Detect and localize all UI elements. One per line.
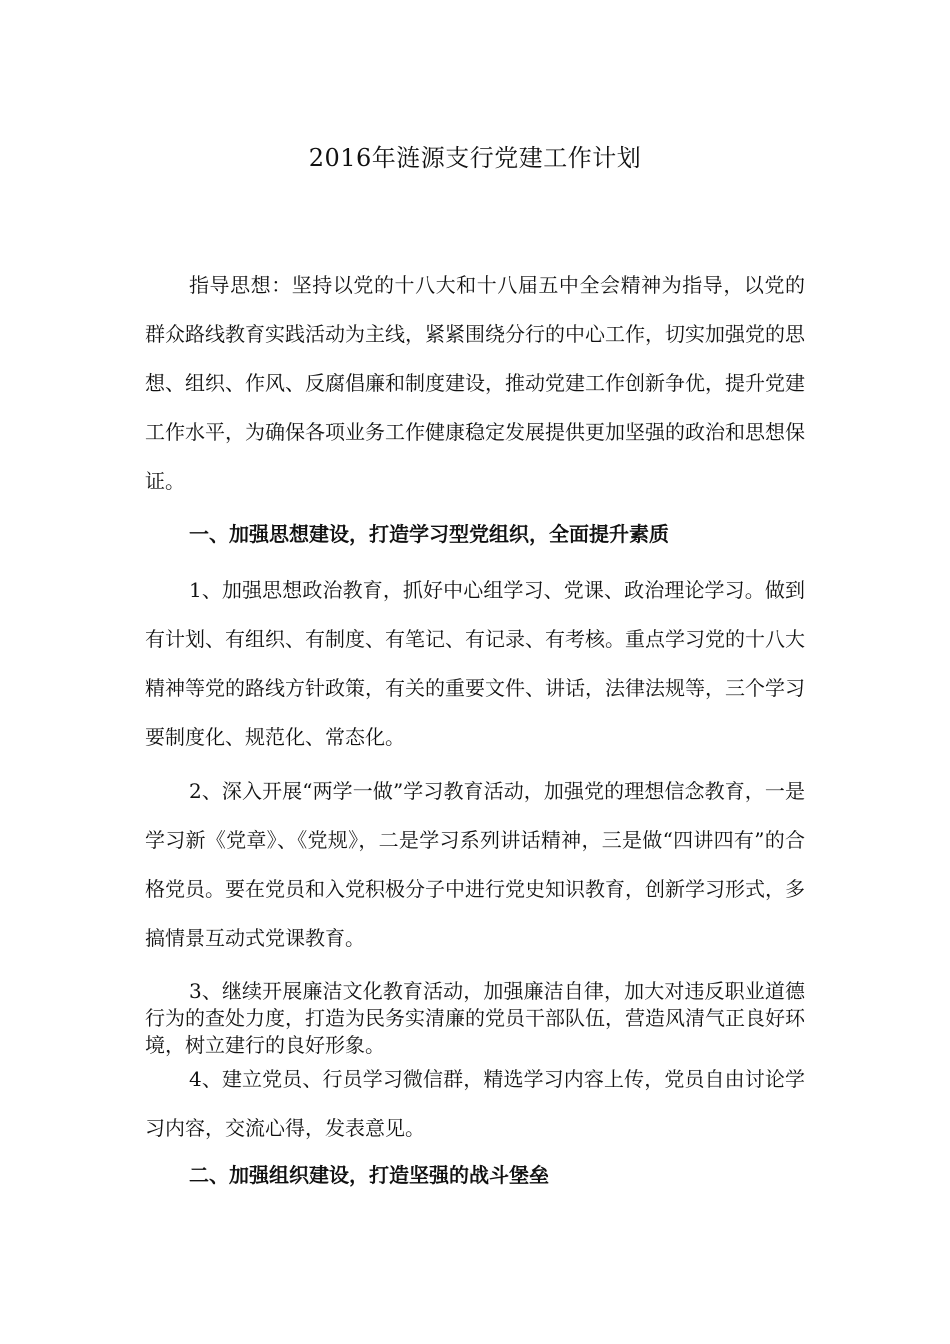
section1-item4-paragraph: 4、建立党员、行员学习微信群，精选学习内容上传，党员自由讨论学习内容，交流心得，发表意见。 — [145, 1067, 805, 1140]
section1-item3-paragraph: 3、继续开展廉洁文化教育活动，加强廉洁自律，加大对违反职业道德行为的查处力度，打造为民务实清廉的党员干部队伍，营造风清气正良好环境，树立建行的良好形象。 — [145, 979, 805, 1057]
section1-item2-paragraph: 2、深入开展“两学一做”学习教育活动，加强党的理想信念教育，一是学习新《党章》、《党规》，二是学习系列讲话精神，三是做“四讲四有”的合格党员。要在党员和入党积极分子中进行党史知识教育，创新学习形式，多搞情景互动式党课教育。 — [145, 779, 805, 950]
section1-item1-paragraph: 1、加强思想政治教育，抓好中心组学习、党课、政治理论学习。做到有计划、有组织、有制度、有笔记、有记录、有考核。重点学习党的十八大精神等党的路线方针政策，有关的重要文件、讲话，法律法规等，三个学习要制度化、规范化、常态化。 — [145, 578, 805, 749]
document-title: 2016年涟源支行党建工作计划 — [308, 144, 642, 172]
guiding-thought-paragraph: 指导思想：坚持以党的十八大和十八届五中全会精神为指导，以党的群众路线教育实践活动为主线，紧紧围绕分行的中心工作，切实加强党的思想、组织、作风、反腐倡廉和制度建设，推动党建工作创新争优，提升党建工作水平，为确保各项业务工作健康稳定发展提供更加坚强的政治和思想保证。 — [145, 273, 805, 493]
section1-heading: 一、加强思想建设，打造学习型党组织，全面提升素质 — [189, 522, 669, 546]
section2-heading: 二、加强组织建设，打造坚强的战斗堡垒 — [189, 1163, 549, 1187]
